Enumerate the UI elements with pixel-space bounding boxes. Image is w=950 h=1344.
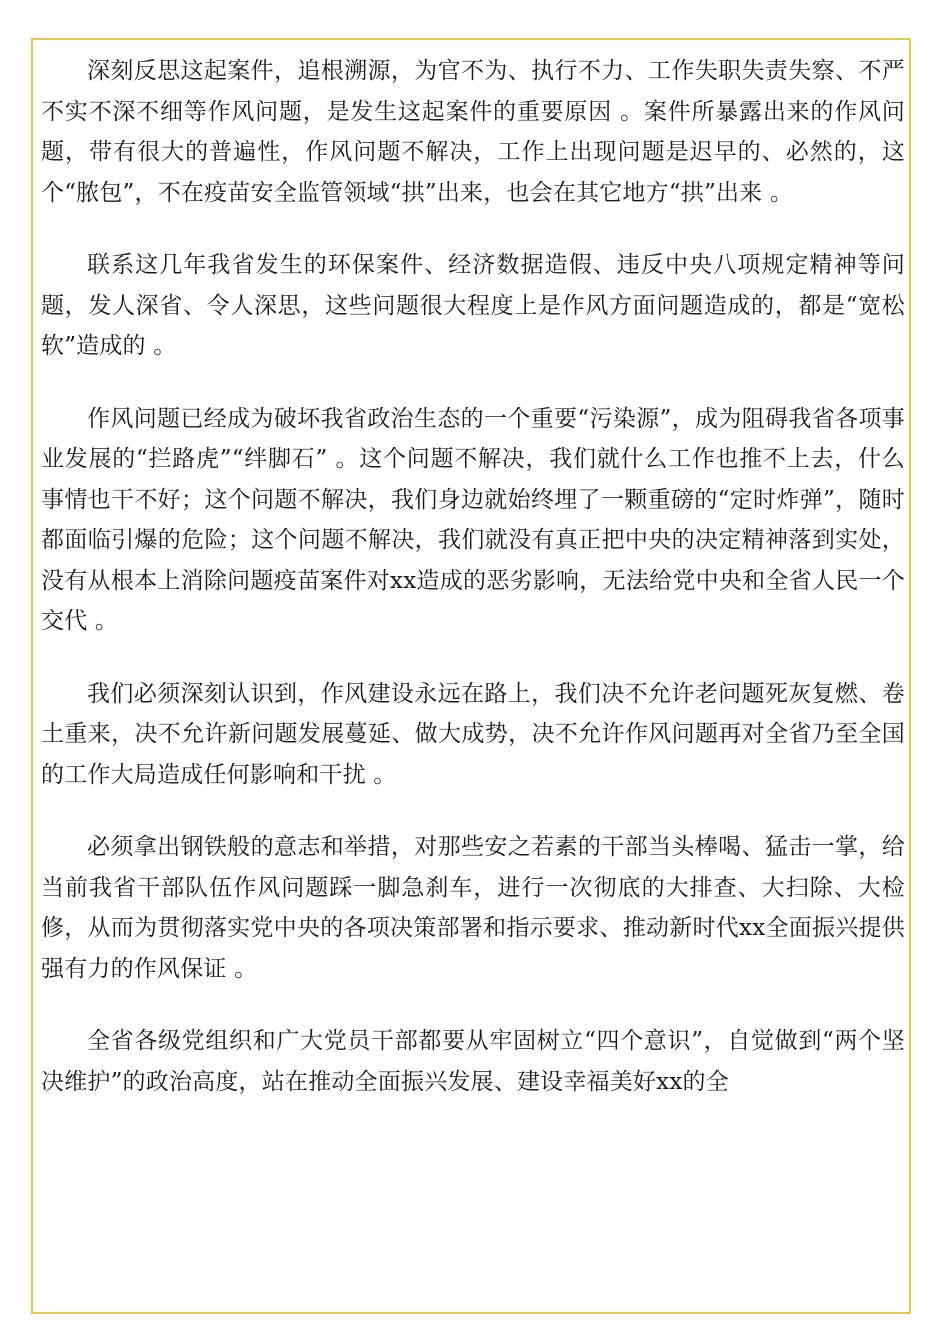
page-frame bbox=[31, 38, 911, 1314]
paragraph-5: 必须拿出钢铁般的意志和举措，对那些安之若素的干部当头棒喝、猛击一掌，给当前我省干部队伍作风问题踩一脚急刹车，进行一次彻底的大排查、大扫除、大检修，从而为贯彻落实党中央的各项决策部署和指示要求、推动新时代xx全面振兴提供强有力的作风保证 。 bbox=[41, 834, 905, 982]
paragraph-4: 我们必须深刻认识到，作风建设永远在路上，我们决不允许老问题死灰复燃、卷土重来，决不允许新问题发展蔓延、做大成势，决不允许作风问题再对全省乃至全国的工作大局造成任何影响和干扰 。 bbox=[41, 680, 905, 788]
paragraph-2: 联系这几年我省发生的环保案件、经济数据造假、违反中央八项规定精神等问题，发人深省、令人深思，这些问题很大程度上是作风方面问题造成的，都是“宽松软”造成的 。 bbox=[41, 252, 905, 359]
paragraph-6: 全省各级党组织和广大党员干部都要从牢固树立“四个意识”，自觉做到“两个坚决维护”的政治高度，站在推动全面振兴发展、建设幸福美好xx的全 bbox=[41, 1028, 905, 1095]
paragraph-3: 作风问题已经成为破坏我省政治生态的一个重要“污染源”，成为阻碍我省各项事业发展的“拦路虎”“绊脚石” 。这个问题不解决，我们就什么工作也推不上去，什么事情也干不好；这个问题不解决，我们身边就始终埋了一颗重磅的“定时炸弹”，随时都面临引爆的危险；这个问题不解决，我们就没有真正把中央的决定精神落到实处，没有从根本上消除问题疫苗案件对xx造成的恶劣影响，无法给党中央和全省人民一个交代 。 bbox=[41, 405, 905, 634]
paragraph-1: 深刻反思这起案件，追根溯源，为官不为、执行不力、工作失职失责失察、不严不实不深不细等作风问题，是发生这起案件的重要原因 。案件所暴露出来的作风问题，带有很大的普遍性，作风问题不解决，工作上出现问题是迟早的、必然的，这个“脓包”，不在疫苗安全监管领域“拱”出来，也会在其它地方“拱”出来 。 bbox=[41, 58, 905, 206]
document-body bbox=[41, 51, 905, 1134]
